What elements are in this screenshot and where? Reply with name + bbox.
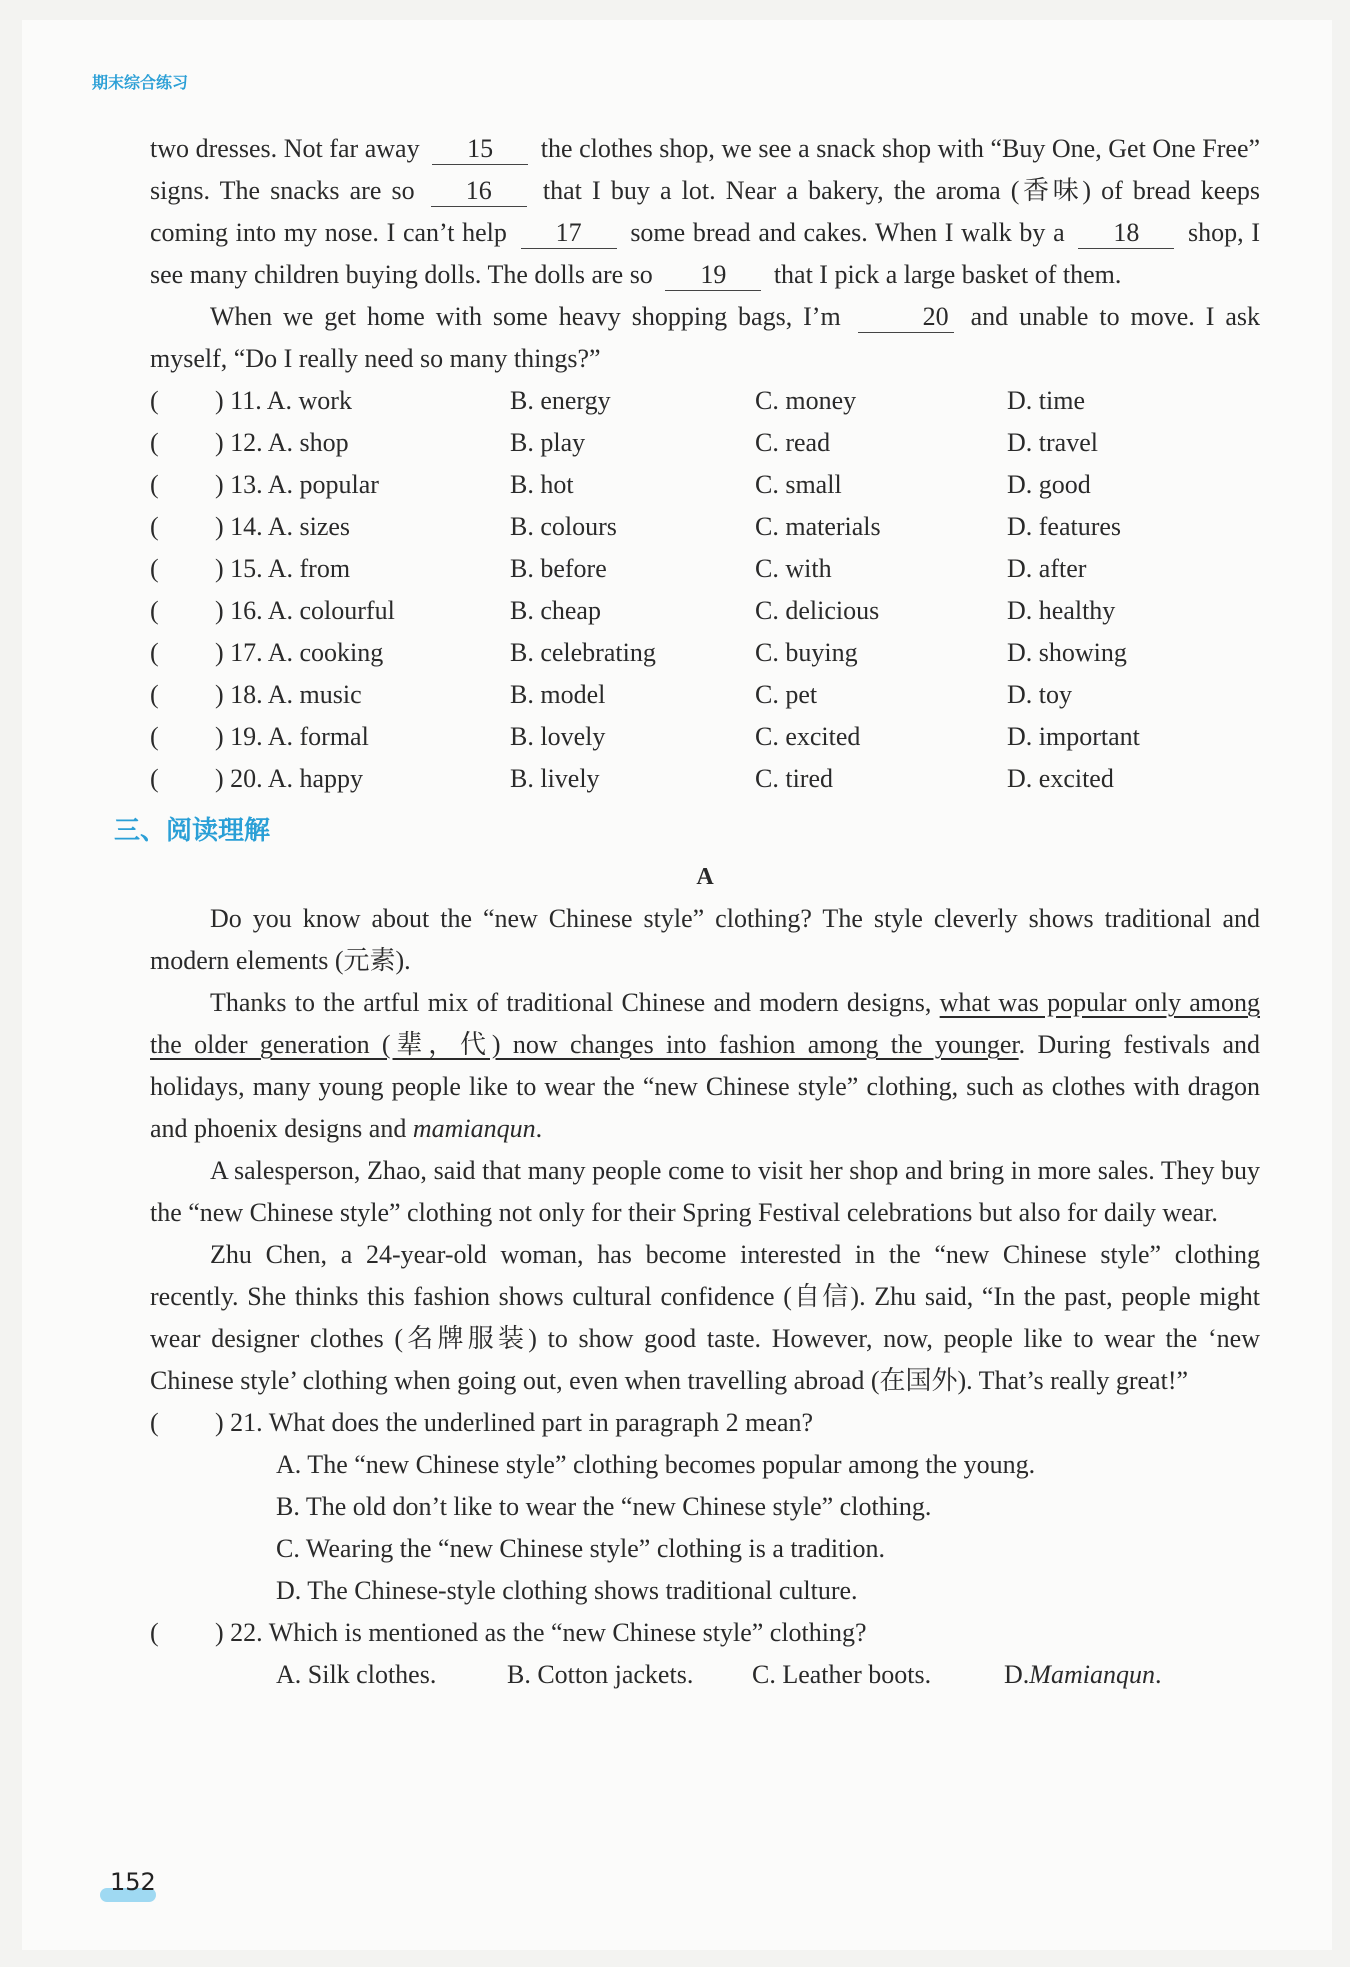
option-a: ) 14. A. sizes xyxy=(215,512,351,541)
option-c: C. with xyxy=(755,554,832,583)
option-d: D. travel xyxy=(1007,428,1098,457)
option-b: B. celebrating xyxy=(510,638,656,667)
option-d: D. excited xyxy=(1007,764,1114,793)
text: Thanks to the artful mix of traditional Chinese and modern designs, xyxy=(210,988,940,1017)
underlined-part: what was popular only among the older generation (辈，代) now changes into fashion among the younger xyxy=(150,988,1260,1059)
cloze-options xyxy=(150,380,1260,800)
option-a: ) 17. A. cooking xyxy=(215,638,384,667)
text: and unable to move. I ask myself, “Do I really need so many things?” xyxy=(150,302,1261,373)
question-stem: ) 22. Which is mentioned as the “new Chinese style” clothing? xyxy=(215,1618,867,1647)
option-b: B. before xyxy=(510,554,607,583)
choice-d xyxy=(1004,1654,1161,1696)
answer-paren[interactable]: ( xyxy=(150,596,159,625)
option-d: D. important xyxy=(1007,722,1140,751)
text: shop, I see many children buying dolls. The dolls are so xyxy=(150,218,1261,289)
blank-19: 19 xyxy=(665,260,761,291)
option-b: B. hot xyxy=(510,470,574,499)
option-d: D. time xyxy=(1007,386,1085,415)
option-b: B. lively xyxy=(510,764,600,793)
option-a: ) 20. A. happy xyxy=(215,764,364,793)
option-a: ) 16. A. colourful xyxy=(215,596,395,625)
text: . xyxy=(1154,1660,1162,1689)
option-d: D. healthy xyxy=(1007,596,1116,625)
blank-16: 16 xyxy=(431,176,527,207)
text: One Free” signs. The snacks are so xyxy=(150,134,1261,205)
option-c: C. read xyxy=(755,428,831,457)
option-d: D. showing xyxy=(1007,638,1127,667)
answer-paren[interactable]: ( xyxy=(150,386,159,415)
passage-label: A xyxy=(696,864,714,890)
option-c: C. tired xyxy=(755,764,833,793)
text: some bread and cakes. When I walk by xyxy=(630,218,1046,247)
answer-paren[interactable]: ( xyxy=(150,680,159,709)
text: When we get home with some heavy shopping bags, I’m xyxy=(210,302,841,331)
blank-20: 20 xyxy=(858,302,954,333)
passage-paragraph-1: Do you know about the “new Chinese style” clothing? The style cleverly shows traditional and modern elements (元素). xyxy=(150,904,1260,975)
option-a: ) 18. A. music xyxy=(215,680,362,709)
blank-17: 17 xyxy=(521,218,617,249)
answer-paren[interactable]: ( xyxy=(150,1618,159,1647)
option-b: B. energy xyxy=(510,386,611,415)
option-row-19 xyxy=(150,716,1260,758)
page xyxy=(22,20,1332,1950)
choice-a: A. Silk clothes. xyxy=(276,1660,437,1689)
answer-paren[interactable]: ( xyxy=(150,512,159,541)
option-row-14 xyxy=(150,506,1260,548)
question-stem: ) 21. What does the underlined part in paragraph 2 mean? xyxy=(215,1408,814,1437)
choice-c: C. Leather boots. xyxy=(752,1660,932,1689)
option-row-12 xyxy=(150,422,1260,464)
text: two dresses. Not far away xyxy=(150,134,420,163)
option-b: B. lovely xyxy=(510,722,606,751)
answer-paren[interactable]: ( xyxy=(150,638,159,667)
blank-18: 18 xyxy=(1078,218,1174,249)
option-row-20 xyxy=(150,758,1260,800)
italic-term: Mamianqun xyxy=(1029,1660,1155,1689)
option-c: C. pet xyxy=(755,680,818,709)
cloze-paragraph-2 xyxy=(150,296,1260,380)
choice-a: A. The “new Chinese style” clothing becomes popular among the young. xyxy=(276,1450,1036,1479)
text: . xyxy=(535,1114,543,1143)
option-c: C. excited xyxy=(755,722,861,751)
option-row-17 xyxy=(150,632,1260,674)
choice-b: B. Cotton jackets. xyxy=(507,1660,694,1689)
choice-d: D. The Chinese-style clothing shows traditional culture. xyxy=(276,1576,858,1605)
italic-term: mamianqun xyxy=(412,1114,536,1143)
option-b: B. cheap xyxy=(510,596,601,625)
text: the clothes shop, we see a snack shop with “Buy One, Get xyxy=(540,134,1146,163)
question-21 xyxy=(150,1402,1260,1612)
content xyxy=(114,128,1261,1696)
blank-15: 15 xyxy=(432,134,528,165)
answer-paren[interactable]: ( xyxy=(150,554,159,583)
option-a: ) 11. A. work xyxy=(215,386,352,415)
option-row-13 xyxy=(150,464,1260,506)
passage-paragraph-4: Zhu Chen, a 24-year-old woman, has become interested in the “new Chinese style” clothing recently. She thinks this fashion shows cultural confidence (自信). Zhu said, “In the past, people might wear designer clothes (名牌服装) to show good taste. However, now, people like to wear the ‘new Chinese style’ clothing when going out, even when travelling abroad (在国外). That’s really great!” xyxy=(150,1240,1260,1395)
option-b: B. play xyxy=(510,428,586,457)
option-c: C. buying xyxy=(755,638,858,667)
answer-paren[interactable]: ( xyxy=(150,764,159,793)
cloze-paragraph-1 xyxy=(150,128,1260,296)
option-a: ) 13. A. popular xyxy=(215,470,379,499)
section-title: 三、阅读理解 xyxy=(114,816,271,846)
answer-paren[interactable]: ( xyxy=(150,722,159,751)
option-row-16 xyxy=(150,590,1260,632)
option-d: D. features xyxy=(1007,512,1122,541)
answer-paren[interactable]: ( xyxy=(150,470,159,499)
text: basket of them. xyxy=(961,260,1122,289)
text: D. xyxy=(1004,1660,1030,1689)
answer-paren[interactable]: ( xyxy=(150,428,159,457)
text: a xyxy=(1053,218,1065,247)
text: bread keeps coming into my nose. I can’t help xyxy=(150,176,1260,247)
text: that I pick a large xyxy=(773,260,956,289)
answer-paren[interactable]: ( xyxy=(150,1408,159,1437)
question-22 xyxy=(150,1612,1260,1696)
option-b: B. colours xyxy=(510,512,617,541)
option-c: C. delicious xyxy=(755,596,880,625)
choice-c: C. Wearing the “new Chinese style” clothing is a tradition. xyxy=(276,1534,886,1563)
option-c: C. materials xyxy=(755,512,881,541)
option-d: D. good xyxy=(1007,470,1091,499)
option-a: ) 15. A. from xyxy=(215,554,351,583)
running-header: 期末综合练习 xyxy=(92,73,189,92)
passage-paragraph-3: A salesperson, Zhao, said that many people come to visit her shop and bring in more sales. They buy the “new Chinese style” clothing not only for their Spring Festival celebrations but also for daily wear. xyxy=(150,1156,1260,1227)
option-d: D. toy xyxy=(1007,680,1072,709)
option-d: D. after xyxy=(1007,554,1087,583)
option-a: ) 19. A. formal xyxy=(215,722,369,751)
page-number: 152 xyxy=(110,1868,156,1896)
option-b: B. model xyxy=(510,680,606,709)
text: . During festivals and holidays, many young people like to wear the “new Chinese style” clothing, such as clothes with dragon and phoenix designs and xyxy=(150,1030,1260,1143)
passage-paragraph-2 xyxy=(150,982,1260,1150)
option-row-18 xyxy=(150,674,1260,716)
text: that I buy a lot. Near a bakery, the aroma (香味) of xyxy=(542,176,1123,205)
option-row-15 xyxy=(150,548,1260,590)
option-c: C. money xyxy=(755,386,857,415)
option-c: C. small xyxy=(755,470,842,499)
option-row-11 xyxy=(150,380,1260,422)
choice-b: B. The old don’t like to wear the “new Chinese style” clothing. xyxy=(276,1492,932,1521)
option-a: ) 12. A. shop xyxy=(215,428,349,457)
